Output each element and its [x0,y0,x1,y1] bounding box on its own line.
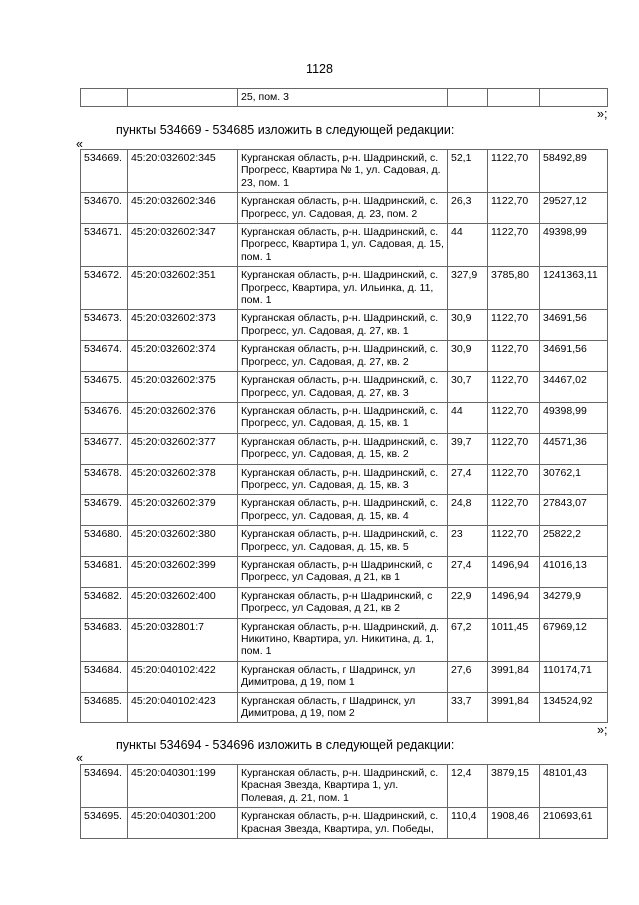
table-row [81,193,608,224]
address-cell: Курганская область, р-н. Шадринский, с. Прогресс, ул. Садовая, д. 15, кв. 3 [238,464,448,495]
closing-quote: »; [597,107,608,121]
continuation-table [80,88,608,107]
table-row [81,402,608,433]
address-cell: Курганская область, р-н Шадринский, с Прогресс, ул Садовая, д 21, кв 2 [238,587,448,618]
address-cell: Курганская область, р-н Шадринский, с Прогресс, ул Садовая, д 21, кв 1 [238,556,448,587]
cadastral-value-cell: 25822,2 [540,526,608,557]
item-number-cell: 534673. [81,310,128,341]
rate-cell: 1122,70 [488,433,540,464]
cadastral-value-cell: 48101,43 [540,765,608,808]
cadastral-number-cell: 45:20:040102:423 [128,692,238,723]
item-number-cell: 534670. [81,193,128,224]
area-cell: 12,4 [448,765,488,808]
area-cell: 44 [448,402,488,433]
amendment-instruction: пункты 534669 - 534685 изложить в следующей редакции: [116,123,455,137]
address-cell: Курганская область, г Шадринск, ул Димитрова, д 19, пом 2 [238,692,448,723]
cadastral-value-cell: 34691,56 [540,310,608,341]
table-row [81,89,608,107]
item-number-cell: 534679. [81,495,128,526]
cadastral-number-cell: 45:20:032602:347 [128,224,238,267]
cadastral-value-cell: 34279,9 [540,587,608,618]
cadastral-number-cell: 45:20:032602:380 [128,526,238,557]
cadastral-number-cell [128,89,238,107]
item-number-cell: 534674. [81,341,128,372]
address-cell: Курганская область, р-н. Шадринский, с. Красная Звезда, Квартира, ул. Победы, [238,808,448,839]
table-row [81,692,608,723]
address-cell: Курганская область, р-н. Шадринский, с. Прогресс, Квартира № 1, ул. Садовая, д. 23, пом. 1 [238,150,448,193]
cadastral-value-cell: 49398,99 [540,224,608,267]
area-cell: 67,2 [448,618,488,661]
rate-cell: 1908,46 [488,808,540,839]
cadastral-value-cell: 110174,71 [540,661,608,692]
item-number-cell: 534676. [81,402,128,433]
area-cell: 30,9 [448,310,488,341]
area-cell: 327,9 [448,267,488,310]
cadastral-number-cell: 45:20:032801:7 [128,618,238,661]
item-number-cell: 534675. [81,372,128,403]
address-cell: Курганская область, г Шадринск, ул Димитрова, д 19, пом 1 [238,661,448,692]
address-cell: Курганская область, р-н. Шадринский, с. Красная Звезда, Квартира 1, ул. Полевая, д. 21, пом. 1 [238,765,448,808]
cadastral-value-cell: 34467,02 [540,372,608,403]
cadastral-number-cell: 45:20:032602:400 [128,587,238,618]
table-row [81,433,608,464]
cadastral-value-cell: 67969,12 [540,618,608,661]
table-row [81,267,608,310]
item-number-cell: 534672. [81,267,128,310]
cadastral-number-cell: 45:20:040301:200 [128,808,238,839]
cadastral-number-cell: 45:20:032602:374 [128,341,238,372]
item-number-cell: 534680. [81,526,128,557]
cadastral-number-cell: 45:20:032602:399 [128,556,238,587]
address-cell: Курганская область, р-н. Шадринский, с. Прогресс, ул. Садовая, д. 27, кв. 3 [238,372,448,403]
page-number: 1128 [306,62,333,76]
table-row [81,372,608,403]
address-cell: Курганская область, р-н. Шадринский, д. Никитино, Квартира, ул. Никитина, д. 1, пом. 1 [238,618,448,661]
area-cell [448,89,488,107]
item-number-cell: 534695. [81,808,128,839]
area-cell: 44 [448,224,488,267]
area-cell: 22,9 [448,587,488,618]
cadastral-value-cell: 34691,56 [540,341,608,372]
cadastral-value-cell: 30762,1 [540,464,608,495]
address-cell: Курганская область, р-н. Шадринский, с. Прогресс, ул. Садовая, д. 27, кв. 2 [238,341,448,372]
table-row [81,464,608,495]
table-row [81,495,608,526]
address-cell: Курганская область, р-н. Шадринский, с. Прогресс, ул. Садовая, д. 15, кв. 1 [238,402,448,433]
cadastral-value-cell: 41016,13 [540,556,608,587]
item-number-cell: 534681. [81,556,128,587]
item-number-cell: 534683. [81,618,128,661]
table-row [81,587,608,618]
cadastral-value-cell: 44571,36 [540,433,608,464]
table-row [81,808,608,839]
address-cell: Курганская область, р-н. Шадринский, с. Прогресс, ул. Садовая, д. 23, пом. 2 [238,193,448,224]
rate-cell: 1122,70 [488,310,540,341]
rate-cell [488,89,540,107]
rate-cell: 1122,70 [488,464,540,495]
item-number-cell [81,89,128,107]
table-row [81,618,608,661]
address-cell: Курганская область, р-н. Шадринский, с. Прогресс, ул. Садовая, д. 27, кв. 1 [238,310,448,341]
table-row [81,765,608,808]
area-cell: 27,4 [448,556,488,587]
rate-cell: 1011,45 [488,618,540,661]
cadastral-value-cell [540,89,608,107]
cadastral-number-cell: 45:20:040102:422 [128,661,238,692]
item-number-cell: 534682. [81,587,128,618]
item-number-cell: 534669. [81,150,128,193]
opening-quote: « [76,751,83,765]
cadastral-number-cell: 45:20:032602:379 [128,495,238,526]
cadastral-number-cell: 45:20:032602:351 [128,267,238,310]
address-cell: Курганская область, р-н. Шадринский, с. Прогресс, ул. Садовая, д. 15, кв. 2 [238,433,448,464]
rate-cell: 1122,70 [488,495,540,526]
item-number-cell: 534678. [81,464,128,495]
rate-cell: 1122,70 [488,526,540,557]
cadastral-number-cell: 45:20:032602:376 [128,402,238,433]
item-number-cell: 534684. [81,661,128,692]
table-row [81,526,608,557]
table-row [81,150,608,193]
item-number-cell: 534677. [81,433,128,464]
rate-cell: 1122,70 [488,341,540,372]
cadastral-value-cell: 29527,12 [540,193,608,224]
address-cell: Курганская область, р-н. Шадринский, с. Прогресс, Квартира, ул. Ильинка, д. 11, пом. 1 [238,267,448,310]
table-row [81,661,608,692]
cadastral-value-cell: 58492,89 [540,150,608,193]
area-cell: 24,8 [448,495,488,526]
area-cell: 30,7 [448,372,488,403]
amendment-instruction: пункты 534694 - 534696 изложить в следующей редакции: [116,738,455,752]
area-cell: 27,6 [448,661,488,692]
cadastral-number-cell: 45:20:032602:346 [128,193,238,224]
cadastral-number-cell: 45:20:032602:345 [128,150,238,193]
rate-cell: 1122,70 [488,193,540,224]
cadastral-value-cell: 134524,92 [540,692,608,723]
address-cell: Курганская область, р-н. Шадринский, с. Прогресс, ул. Садовая, д. 15, кв. 5 [238,526,448,557]
rate-cell: 3991,84 [488,661,540,692]
cadastral-number-cell: 45:20:032602:378 [128,464,238,495]
cadastral-value-cell: 1241363,11 [540,267,608,310]
area-cell: 39,7 [448,433,488,464]
rate-cell: 1122,70 [488,402,540,433]
property-table [80,149,608,723]
area-cell: 27,4 [448,464,488,495]
address-cell: Курганская область, р-н. Шадринский, с. Прогресс, Квартира 1, ул. Садовая, д. 15, пом. 1 [238,224,448,267]
rate-cell: 3991,84 [488,692,540,723]
address-cell: 25, пом. 3 [238,89,448,107]
rate-cell: 1122,70 [488,224,540,267]
table-row [81,556,608,587]
cadastral-number-cell: 45:20:032602:373 [128,310,238,341]
table-row [81,310,608,341]
rate-cell: 3879,15 [488,765,540,808]
area-cell: 33,7 [448,692,488,723]
rate-cell: 1122,70 [488,150,540,193]
area-cell: 52,1 [448,150,488,193]
cadastral-number-cell: 45:20:040301:199 [128,765,238,808]
area-cell: 26,3 [448,193,488,224]
closing-quote: »; [597,723,608,737]
area-cell: 23 [448,526,488,557]
cadastral-value-cell: 27843,07 [540,495,608,526]
item-number-cell: 534694. [81,765,128,808]
area-cell: 110,4 [448,808,488,839]
rate-cell: 1496,94 [488,556,540,587]
table-row [81,224,608,267]
cadastral-number-cell: 45:20:032602:375 [128,372,238,403]
address-cell: Курганская область, р-н. Шадринский, с. Прогресс, ул. Садовая, д. 15, кв. 4 [238,495,448,526]
item-number-cell: 534671. [81,224,128,267]
property-table [80,764,608,839]
area-cell: 30,9 [448,341,488,372]
table-row [81,341,608,372]
opening-quote: « [76,137,83,151]
rate-cell: 1496,94 [488,587,540,618]
cadastral-value-cell: 49398,99 [540,402,608,433]
item-number-cell: 534685. [81,692,128,723]
rate-cell: 3785,80 [488,267,540,310]
cadastral-number-cell: 45:20:032602:377 [128,433,238,464]
rate-cell: 1122,70 [488,372,540,403]
cadastral-value-cell: 210693,61 [540,808,608,839]
